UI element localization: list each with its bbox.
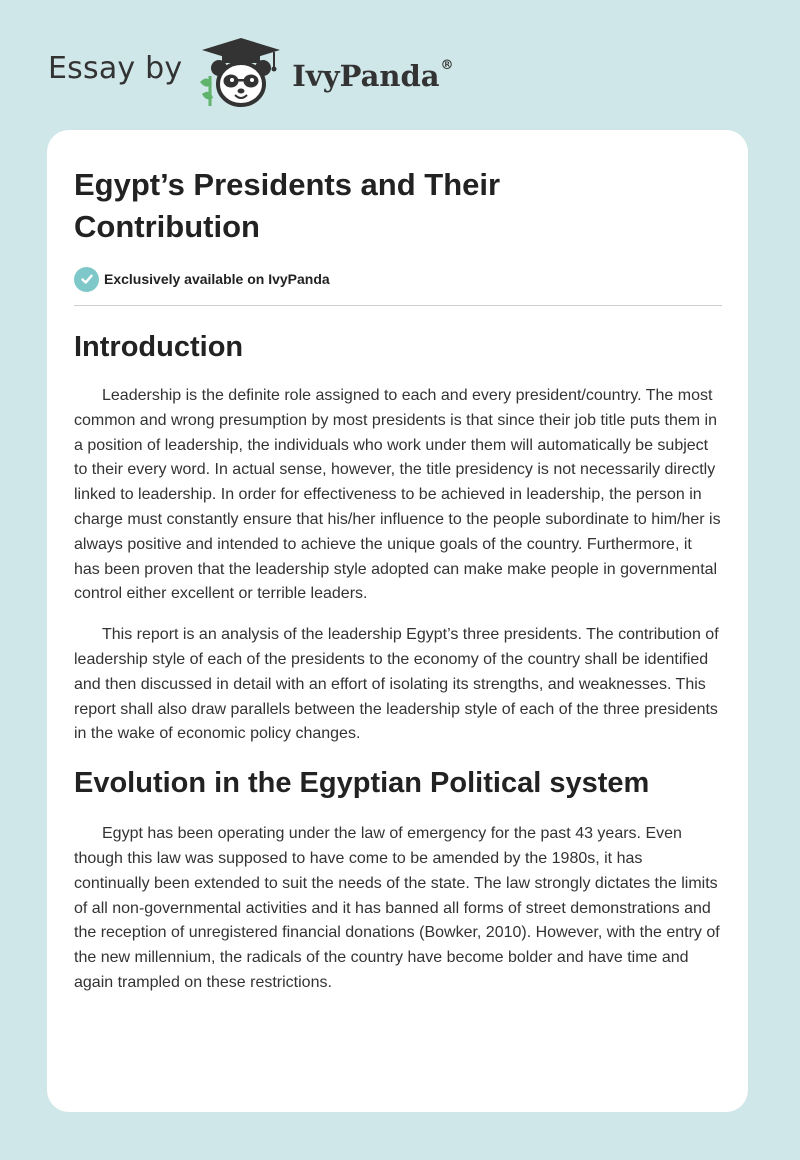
paragraph: Egypt has been operating under the law of emergency for the past 43 years. Even though this law was supposed to have come to be amended by the 1980s, it has continually been extended to suit the needs of the state. The law strongly dictates the limits of all non-governmental activities and it has banned all forms of street demonstrations and the reception of unregistered financial donations (Bowker, 2010). However, with the entry of the new millennium, the radicals of the country have become bolder and have time and again trampled on these restrictions. [74, 825, 720, 991]
brand-prefix: Essay by [48, 50, 183, 86]
brand-header [48, 36, 454, 112]
brand-name-text: IvyPanda [292, 59, 440, 93]
divider [74, 305, 722, 306]
exclusive-label: Exclusively available on IvyPanda [104, 271, 330, 287]
exclusive-badge [74, 266, 722, 292]
check-icon [74, 267, 99, 292]
essay-title: Egypt’s Presidents and Their Contribution [74, 167, 501, 244]
brand-name [292, 59, 453, 93]
paragraph: Leadership is the definite role assigned to each and every president/country. The most common and wrong presumption by most presidents is that since their job title puts them in a position of leadership, the individuals who work under them will automatically be subject to their every word. In actual sense, however, the title presidency is not necessarily directly linked to leadership. In order for effectiveness to be achieved in leadership, the person in charge must constantly ensure that his/her influence to the people subordinate to him/her is always positive and intended to achieve the unique goals of the country. Furthermore, it has been proven that the leadership style adopted can make make people in governmental control either excellent or terrible leaders. [74, 387, 721, 603]
essay-card [47, 130, 748, 1112]
section-heading-evolution: Evolution in the Egyptian Political system [74, 767, 650, 800]
paragraph: This report is an analysis of the leadership Egypt’s three presidents. The contribution of leadership style of each of the presidents to the economy of the country shall be identified and then discussed in detail with an effort of isolating its strengths, and weaknesses. This report shall also draw parallels between the leadership style of each of the three presidents in the wake of economic policy changes. [74, 626, 719, 743]
panda-graduate-logo-icon [194, 36, 288, 112]
section-heading-introduction: Introduction [74, 331, 244, 363]
registered-mark: ® [440, 58, 454, 74]
